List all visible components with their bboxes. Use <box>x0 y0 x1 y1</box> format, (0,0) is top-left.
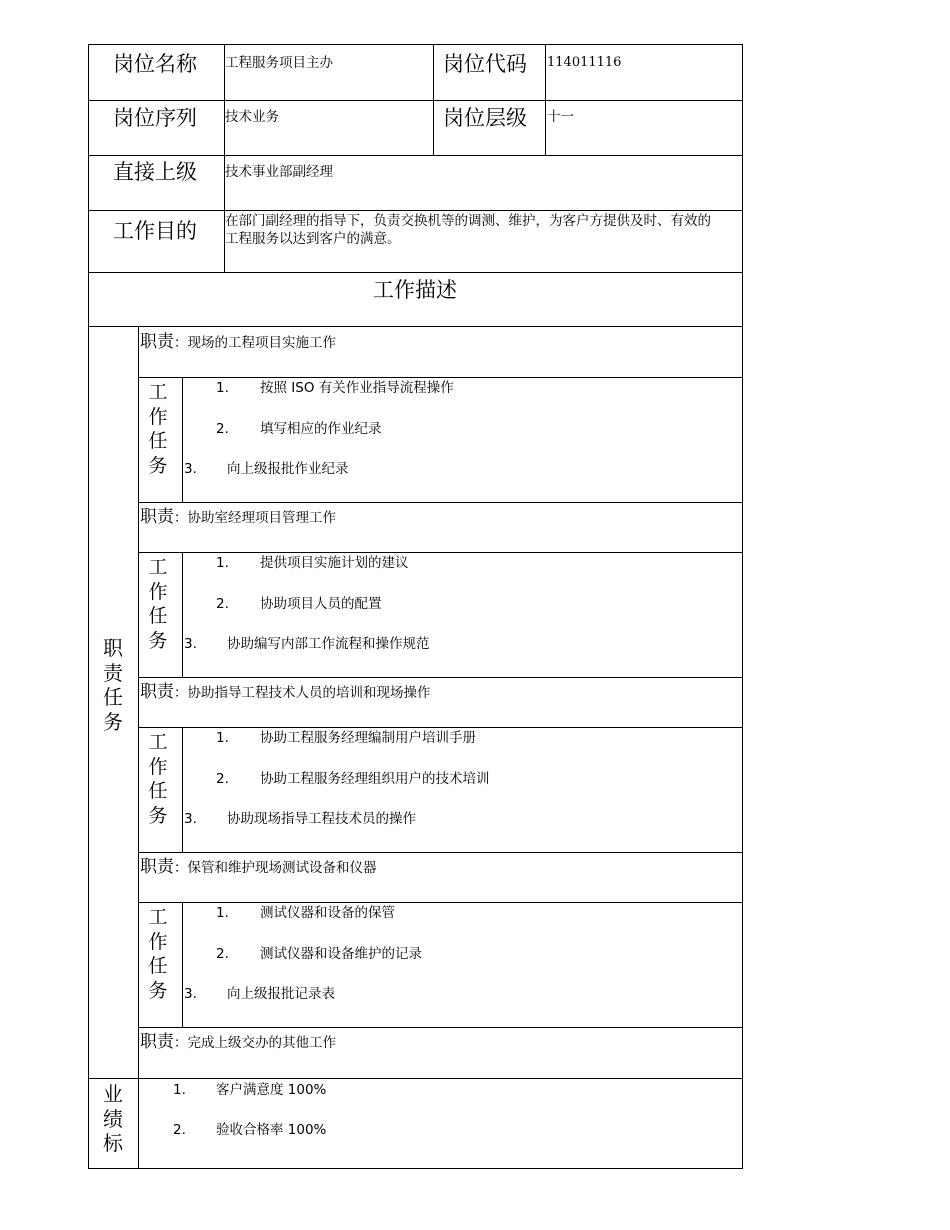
position-code-value: 114011116 <box>547 55 622 70</box>
purpose-line-2: 工程服务以达到客户的满意。 <box>225 231 401 247</box>
duty-prefix: 职责 <box>140 507 174 527</box>
task-number: 2. <box>216 596 229 612</box>
task-number: 1. <box>216 555 229 571</box>
task-text: 测试仪器和设备维护的记录 <box>260 946 422 962</box>
task-number: 1. <box>216 905 229 921</box>
task-number: 3. <box>184 636 197 652</box>
task-number: 2. <box>216 946 229 962</box>
task-number: 2. <box>216 771 229 787</box>
task-text: 向上级报批记录表 <box>227 986 335 1002</box>
task-number: 1. <box>216 380 229 396</box>
task-number: 2. <box>216 421 229 437</box>
duty-text: ：保管和维护现场测试设备和仪器 <box>174 860 377 876</box>
supervisor-value: 技术事业部副经理 <box>225 164 333 180</box>
duty-prefix: 职责 <box>140 1032 174 1052</box>
position-series-label: 岗位序列 <box>113 106 197 130</box>
task-text: 协助工程服务经理组织用户的技术培训 <box>260 771 490 787</box>
duty-row <box>140 681 431 703</box>
task-text: 按照 ISO 有关作业指导流程操作 <box>260 380 454 396</box>
task-text: 测试仪器和设备的保管 <box>260 905 395 921</box>
task-number: 3. <box>184 811 197 827</box>
supervisor-label: 直接上级 <box>113 160 197 184</box>
duty-row <box>140 506 336 528</box>
task-text: 协助项目人员的配置 <box>260 596 382 612</box>
task-label: 工作任务 <box>148 556 168 652</box>
task-number: 3. <box>184 986 197 1002</box>
duties-side-label: 职责任务 <box>103 636 123 734</box>
task-label: 工作任务 <box>148 731 168 827</box>
task-text: 填写相应的作业纪录 <box>260 421 382 437</box>
duty-text: ：现场的工程项目实施工作 <box>174 335 336 351</box>
position-level-label: 岗位层级 <box>443 106 527 130</box>
duty-text: ：协助指导工程技术人员的培训和现场操作 <box>174 685 431 701</box>
kpi-side-label: 业绩标 <box>103 1082 123 1155</box>
duty-row <box>140 856 377 878</box>
purpose-label: 工作目的 <box>113 219 197 243</box>
task-text: 提供项目实施计划的建议 <box>260 555 409 571</box>
section-title: 工作描述 <box>373 278 457 302</box>
kpi-text: 验收合格率 100% <box>216 1122 327 1138</box>
kpi-number: 1. <box>173 1082 186 1098</box>
task-number: 1. <box>216 730 229 746</box>
position-code-label: 岗位代码 <box>443 52 527 76</box>
duty-prefix: 职责 <box>140 857 174 877</box>
duty-prefix: 职责 <box>140 682 174 702</box>
position-name-label: 岗位名称 <box>113 52 197 76</box>
task-label: 工作任务 <box>148 906 168 1002</box>
task-text: 协助工程服务经理编制用户培训手册 <box>260 730 476 746</box>
position-level-value: 十一 <box>547 109 574 125</box>
position-series-value: 技术业务 <box>225 109 279 125</box>
duty-row <box>140 331 336 353</box>
duty-row <box>140 1031 336 1053</box>
task-number: 3. <box>184 461 197 477</box>
duty-text: ：协助室经理项目管理工作 <box>174 510 336 526</box>
position-name-value: 工程服务项目主办 <box>225 55 333 71</box>
purpose-line-1: 在部门副经理的指导下，负责交换机等的调测、维护，为客户方提供及时、有效的 <box>225 213 711 229</box>
duty-text: ：完成上级交办的其他工作 <box>174 1035 336 1051</box>
task-text: 协助编写内部工作流程和操作规范 <box>227 636 430 652</box>
task-label: 工作任务 <box>148 381 168 477</box>
task-text: 协助现场指导工程技术员的操作 <box>227 811 416 827</box>
kpi-text: 客户满意度 100% <box>216 1082 327 1098</box>
task-text: 向上级报批作业纪录 <box>227 461 349 477</box>
kpi-number: 2. <box>173 1122 186 1138</box>
duty-prefix: 职责 <box>140 332 174 352</box>
